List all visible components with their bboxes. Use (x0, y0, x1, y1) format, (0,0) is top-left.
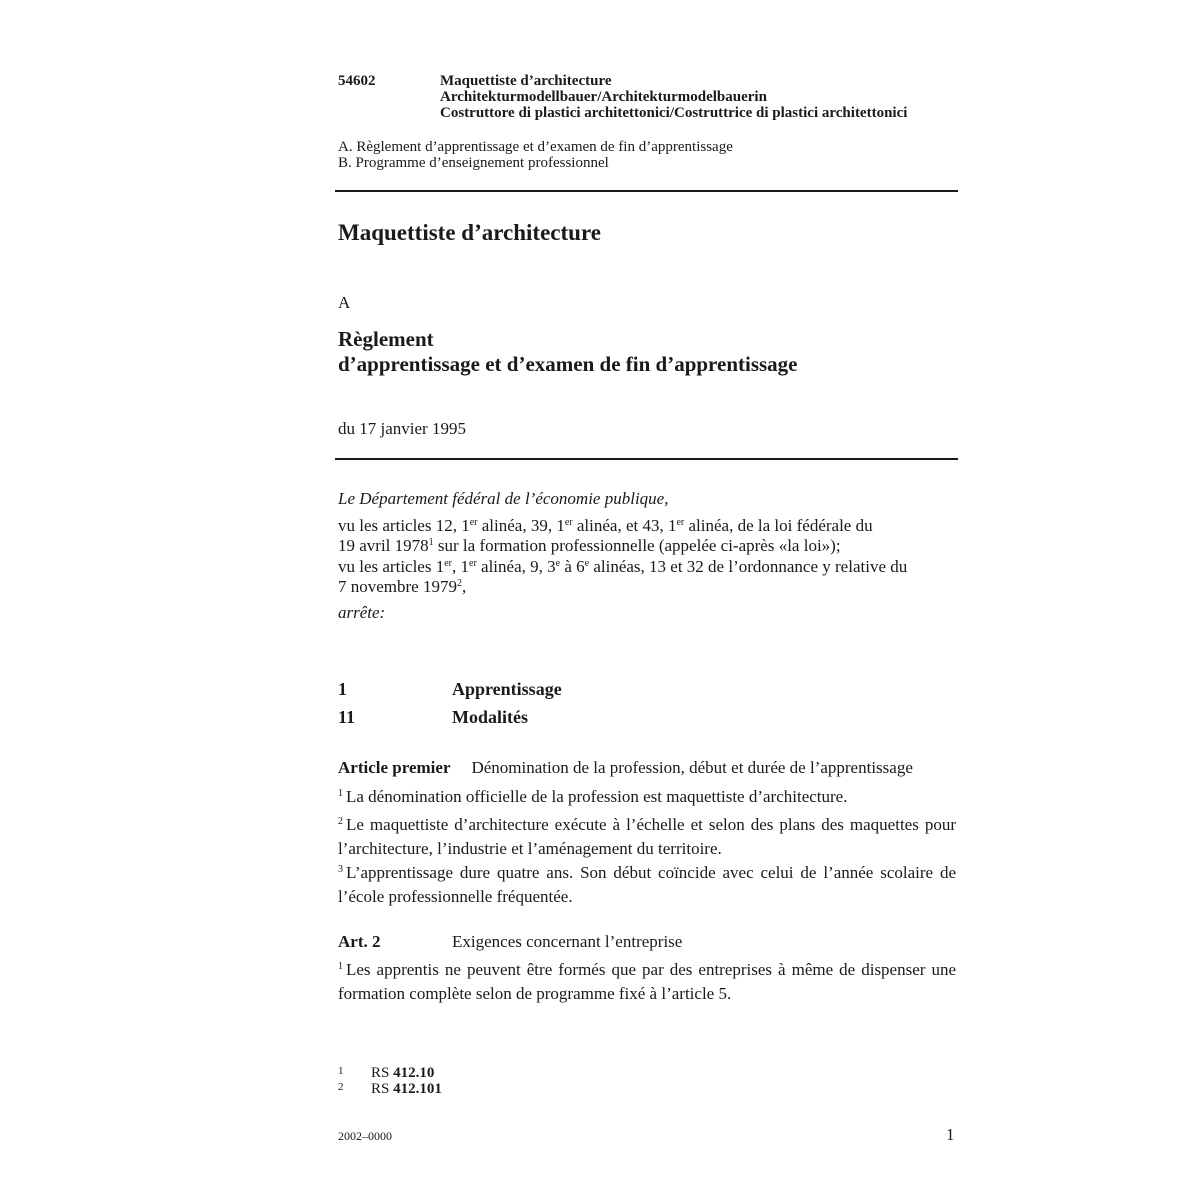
article-tag: Art. 2 (338, 932, 381, 951)
part-a: A. Règlement d’apprentissage et d’examen de fin d’apprentissage (338, 139, 733, 155)
paragraph-number: 3 (338, 864, 343, 875)
preamble-decree: arrête: (338, 602, 386, 622)
footnote: 2 RS 412.101 (338, 1081, 442, 1097)
part-b: B. Programme d’enseignement professionnel (338, 155, 609, 171)
article-paragraph: $^3$ L’apprentissage dure quatre ans. Son début coïncide avec celui de l’année scolaire de l’école professionnelle fréquentée. (338, 863, 956, 906)
article-title: Dénomination de la profession, début et durée de l’apprentissage (471, 758, 913, 777)
article-paragraph: $^2$ Le maquettiste d’architecture exécute à l’échelle et selon des plans des maquettes pour l’architecture, l’industrie et l’aménagement du territoire. (338, 815, 956, 858)
footnote-ref: 1 (428, 537, 434, 548)
page-number: 1 (946, 1125, 955, 1144)
section-letter: A (338, 293, 351, 312)
regulation-title (338, 327, 798, 377)
regulation-date: du 17 janvier 1995 (338, 419, 466, 438)
preamble-department: Le Département fédéral de l’économie publique, (338, 489, 669, 508)
title-german: Architekturmodellbauer/Architekturmodelbauerin (440, 89, 767, 105)
footnote-ref: 2 (456, 578, 462, 589)
preamble-line: 19 avril 1978$^1$ sur la formation professionnelle (appelée ci-après «la loi»); (338, 536, 841, 555)
divider (335, 458, 958, 460)
footnote-number: 2 (338, 1081, 344, 1093)
footer-code: 2002–0000 (338, 1129, 392, 1143)
article-tag: Article premier (338, 758, 451, 777)
title-french: Maquettiste d’architecture (440, 73, 612, 89)
heading-number: 1 (338, 679, 347, 699)
article-paragraph: $^1$ Les apprentis ne peuvent être formés que par des entreprises à même de dispenser une formation complète selon de programme fixé à l’article 5. (338, 960, 956, 1003)
heading-text: Apprentissage (452, 679, 562, 699)
footnote-number: 1 (338, 1065, 344, 1077)
paragraph-number: 1 (338, 961, 343, 972)
footnote: 1 RS 412.10 (338, 1065, 435, 1081)
divider (335, 190, 958, 192)
preamble-line: 7 novembre 1979$^2$, (338, 577, 467, 596)
preamble-line: vu les articles 1er, 1er alinéa, 9, 3e à 6e alinéas, 13 et 32 de l’ordonnance y relative du (338, 556, 908, 576)
paragraph-number: 1 (338, 788, 343, 799)
document-code: 54602 (338, 73, 376, 89)
document-parts (338, 139, 733, 171)
article-title: Exigences concernant l’entreprise (452, 932, 683, 951)
heading-number: 11 (338, 707, 356, 727)
preamble (338, 489, 958, 623)
page-title: Maquettiste d’architecture (338, 220, 601, 245)
paragraph-number: 2 (338, 816, 343, 827)
title-italian: Costruttore di plastici architettonici/Costruttrice di plastici architettonici (440, 105, 908, 121)
preamble-line: vu les articles 12, 1er alinéa, 39, 1er alinéa, et 43, 1er alinéa, de la loi fédérale du (338, 515, 873, 535)
profession-titles (440, 73, 907, 121)
heading-text: Modalités (452, 707, 528, 727)
regulation-title-line1: Règlement (338, 327, 434, 351)
regulation-title-line2: d’apprentissage et d’examen de fin d’apprentissage (338, 352, 798, 376)
article-paragraph: $^1$ La dénomination officielle de la profession est maquettiste d’architecture. (338, 787, 848, 806)
article-1-heading (338, 758, 913, 778)
